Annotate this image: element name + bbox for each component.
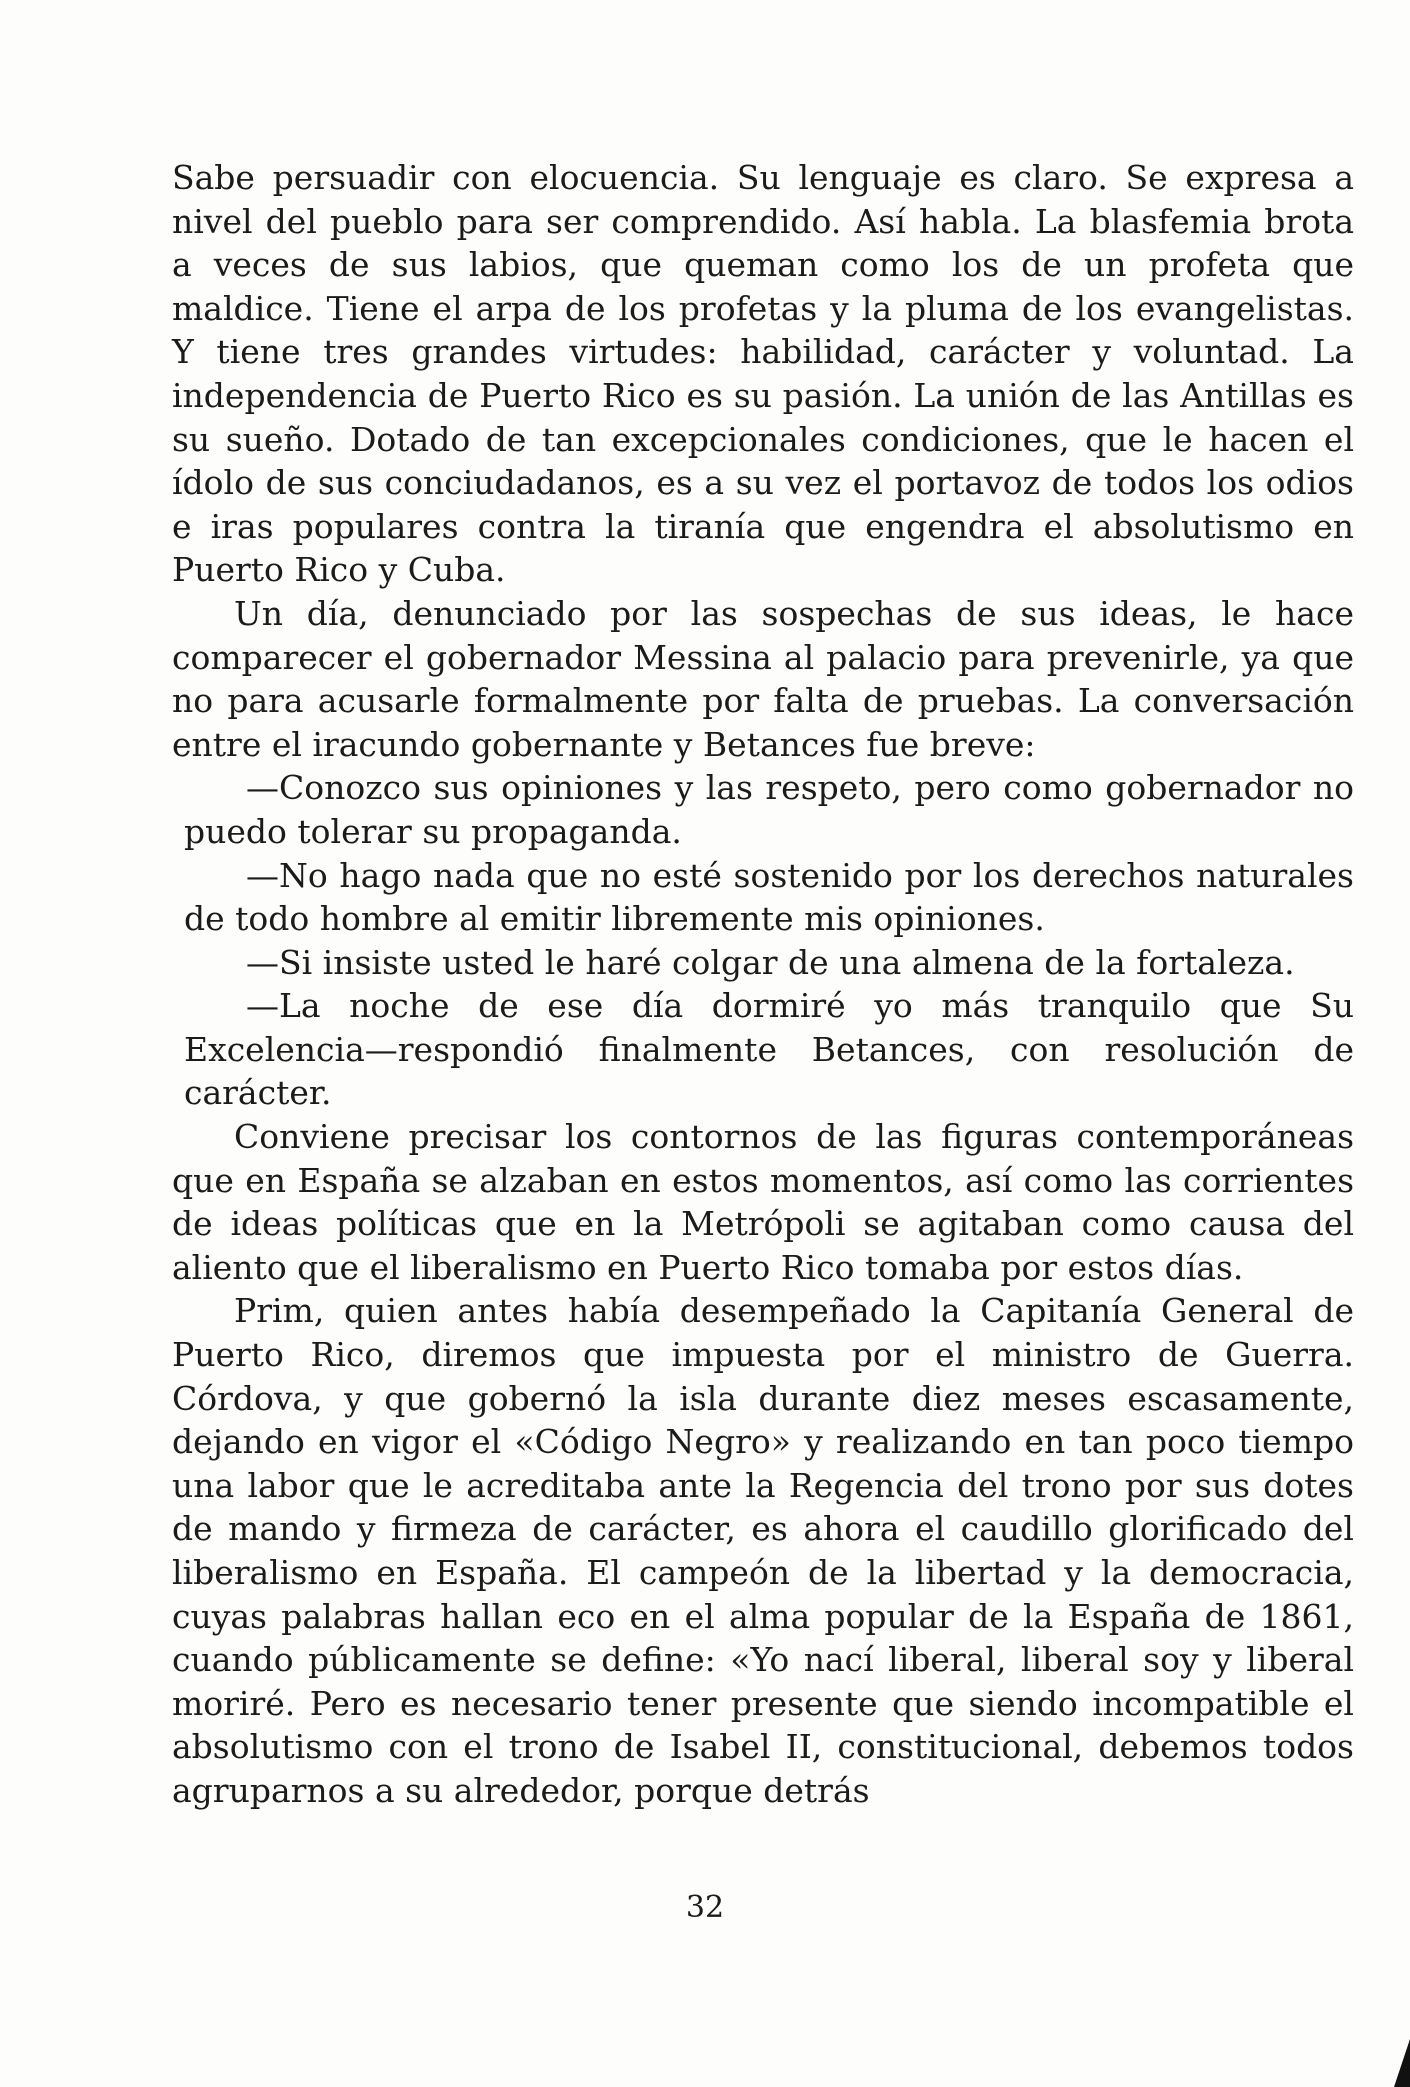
scan-corner-mark: [1394, 2039, 1410, 2087]
dialogue-line-betances-2: —La noche de ese día dormiré yo más tranquilo que Su Excelencia—respondió finalmente Betances, con resolución de carácter.: [184, 986, 1354, 1113]
paragraph-betances-description: Sabe persuadir con elocuencia. Su lenguaje es claro. Se expresa a nivel del pueblo para ser comprendido. Así habla. La blasfemia brota a veces de sus labios, que queman como los de un profeta que maldice. Tiene el arpa de los profetas y la pluma de los evangelistas. Y tiene tres grandes virtudes: habilidad, carácter y voluntad. La independencia de Puerto Rico es su pasión. La unión de las Antillas es su sueño. Dotado de tan excepcionales condiciones, que le hacen el ídolo de sus conciudadanos, es a su vez el portavoz de todos los odios e iras populares contra la tiranía que engendra el absolutismo en Puerto Rico y Cuba.: [172, 158, 1354, 590]
dialogue-line-governor-2: —Si insiste usted le haré colgar de una almena de la fortaleza.: [246, 942, 1295, 982]
dialogue-line-governor-1: —Conozco sus opiniones y las respeto, pero como gobernador no puedo tolerar su propaganda.: [184, 768, 1354, 851]
paragraph-spanish-context: Conviene precisar los contornos de las figuras contemporáneas que en España se alzaban en estos momentos, así como las corrientes de ideas políticas que en la Metrópoli se agitaban como causa del aliento que el liberalismo en Puerto Rico tomaba por estos días.: [172, 1117, 1354, 1287]
dialogue-line-betances-1: —No hago nada que no esté sostenido por los derechos naturales de todo hombre al emitir libremente mis opiniones.: [184, 855, 1354, 939]
page-number: 32: [685, 1890, 725, 1925]
body-text: [172, 156, 1354, 1813]
paragraph-prim: Prim, quien antes había desempeñado la Capitanía General de Puerto Rico, diremos que impuesta por el ministro de Guerra. Córdova, y que gobernó la isla durante diez meses escasamente, dejando en vigor el «Código Negro» y realizando en tan poco tiempo una labor que le acreditaba ante la Regencia del trono por sus dotes de mando y firmeza de carácter, es ahora el caudillo glorificado del liberalismo en España. El campeón de la libertad y la democracia, cuyas palabras hallan eco en el alma popular de la España de 1861, cuando públicamente se define: «Yo nací liberal, liberal soy y liberal moriré. Pero es necesario tener presente que siendo incompatible el absolutismo con el trono de Isabel II, constitucional, debemos todos agruparnos a su alrededor, porque detrás: [172, 1291, 1354, 1810]
paragraph-messina-summons: Un día, denunciado por las sospechas de sus ideas, le hace comparecer el gobernador Messina al palacio para prevenirle, ya que no para acusarle formalmente por falta de pruebas. La conversación entre el iracundo gobernante y Betances fue breve:: [172, 593, 1354, 764]
